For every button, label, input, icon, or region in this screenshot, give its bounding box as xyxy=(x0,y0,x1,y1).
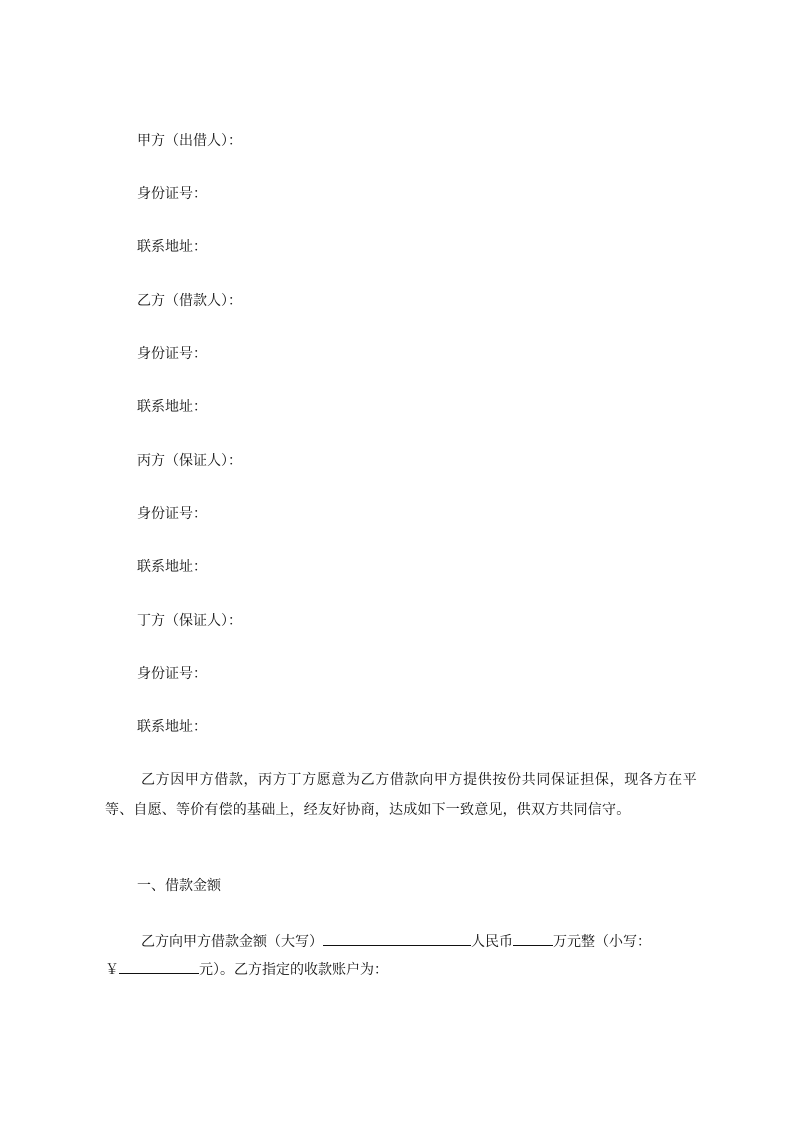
loan-amount-line-2 xyxy=(105,956,705,984)
party-a-id-label: 身份证号： xyxy=(137,186,207,202)
party-a-address-label: 联系地址： xyxy=(137,239,207,255)
party-a-title: 甲方（出借人）： xyxy=(137,133,242,149)
party-c-title: 丙方（保证人）： xyxy=(137,453,242,469)
section-heading-loan-amount: 一、借款金额 xyxy=(137,878,221,894)
loan-amount-text-a: 乙方向甲方借款金额（大写） xyxy=(141,934,323,950)
amount-uppercase-blank xyxy=(323,928,471,946)
party-d-id-label: 身份证号： xyxy=(137,666,207,682)
party-c-id-label: 身份证号： xyxy=(137,506,207,522)
party-d-address-label: 联系地址： xyxy=(137,719,207,735)
intro-paragraph: 乙方因甲方借款，丙方丁方愿意为乙方借款向甲方提供按份共同保证担保，现各方在平等、自愿、等价有偿的基础上，经友好协商，达成如下一致意见，供双方共同信守。 xyxy=(105,772,697,818)
loan-amount-line-1 xyxy=(105,928,705,956)
loan-amount-text-d: 元）。乙方指定的收款账户为： xyxy=(199,962,388,978)
loan-amount-clause xyxy=(105,928,705,984)
amount-wan-blank xyxy=(513,928,553,946)
party-b-title: 乙方（借款人）： xyxy=(137,293,242,309)
party-d-title: 丁方（保证人）： xyxy=(137,613,242,629)
yuan-symbol: ￥ xyxy=(105,962,119,978)
party-c-address-label: 联系地址： xyxy=(137,559,207,575)
amount-lowercase-blank xyxy=(119,956,199,974)
loan-amount-text-c: 万元整（小写： xyxy=(553,934,651,950)
party-b-address-label: 联系地址： xyxy=(137,399,207,415)
party-b-id-label: 身份证号： xyxy=(137,346,207,362)
loan-amount-text-b: 人民币 xyxy=(471,934,513,950)
